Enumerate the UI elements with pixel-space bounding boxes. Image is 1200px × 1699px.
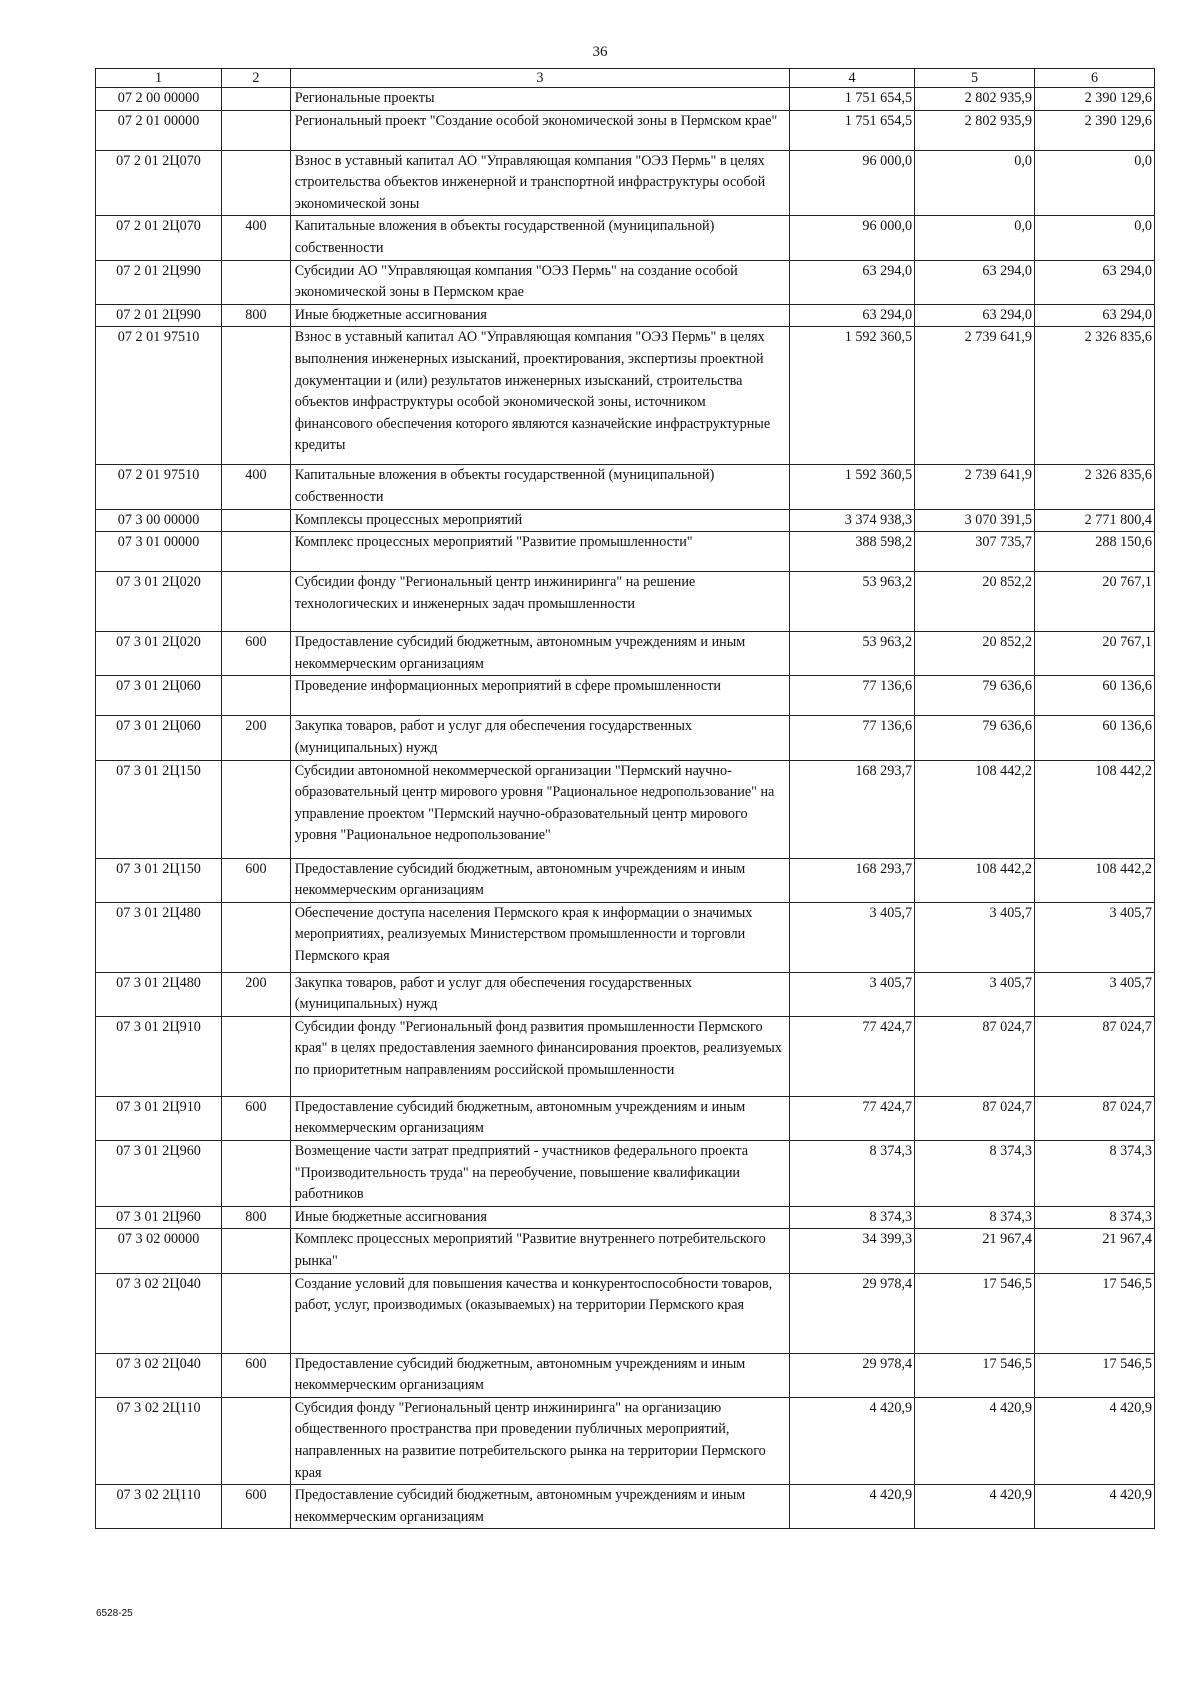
table-row [96,858,1155,902]
row-code: 07 2 01 00000 [96,110,222,150]
row-value-col5: 20 852,2 [915,632,1035,676]
row-type [222,1273,291,1353]
row-type [222,760,291,858]
row-value-col5: 2 739 641,9 [915,465,1035,509]
row-value-col6: 3 405,7 [1035,972,1155,1016]
table-row [96,260,1155,304]
row-code: 07 2 01 2Ц990 [96,260,222,304]
row-name: Взнос в уставный капитал АО "Управляющая компания "ОЭЗ Пермь" в целях выполнения инженерных изысканий, проектирования, экспертизы проектной документации и (или) результатов инженерных изысканий, строительства объектов инфраструктуры особой экономической зоны, источником финансового обеспечения которого являются казначейские инфраструктурные кредиты [290,327,789,465]
row-value-col6: 60 136,6 [1035,676,1155,716]
row-type [222,110,291,150]
row-value-col6: 4 420,9 [1035,1397,1155,1484]
table-row [96,1096,1155,1140]
row-value-col4: 168 293,7 [790,858,915,902]
row-value-col5: 4 420,9 [915,1397,1035,1484]
row-name: Субсидии фонду "Региональный центр инжиниринга" на решение технологических и инженерных задач промышленности [290,572,789,632]
table-row [96,572,1155,632]
row-value-col4: 4 420,9 [790,1485,915,1529]
row-code: 07 2 00 00000 [96,88,222,111]
row-value-col4: 3 374 938,3 [790,509,915,532]
table-row [96,632,1155,676]
table-body [96,88,1155,1529]
row-value-col6: 0,0 [1035,216,1155,260]
row-value-col5: 79 636,6 [915,716,1035,760]
row-code: 07 3 01 2Ц910 [96,1096,222,1140]
table-row [96,1485,1155,1529]
header-col-2: 2 [222,69,291,88]
table-row [96,327,1155,465]
row-value-col4: 63 294,0 [790,304,915,327]
table-row [96,1397,1155,1484]
row-value-col4: 29 978,4 [790,1353,915,1397]
row-name: Обеспечение доступа населения Пермского края к информации о значимых мероприятиях, реализуемых Министерством промышленности и торговли Пермского края [290,902,789,972]
row-name: Капитальные вложения в объекты государственной (муниципальной) собственности [290,216,789,260]
row-type [222,902,291,972]
row-value-col5: 17 546,5 [915,1353,1035,1397]
row-name: Субсидии автономной некоммерческой организации "Пермский научно-образовательный центр мирового уровня "Рациональное недропользование" на управление проектом "Пермский научно-образовательный центр мирового уровня "Рациональное недропользование" [290,760,789,858]
header-col-4: 4 [790,69,915,88]
page-number: 36 [592,44,608,60]
row-code: 07 2 01 97510 [96,465,222,509]
row-name: Комплекс процессных мероприятий "Развитие внутреннего потребительского рынка" [290,1229,789,1273]
row-value-col4: 4 420,9 [790,1397,915,1484]
row-code: 07 3 01 2Ц060 [96,716,222,760]
row-code: 07 2 01 2Ц990 [96,304,222,327]
row-value-col4: 1 751 654,5 [790,110,915,150]
row-type [222,88,291,111]
row-value-col4: 168 293,7 [790,760,915,858]
row-code: 07 3 02 2Ц110 [96,1397,222,1484]
row-value-col6: 8 374,3 [1035,1141,1155,1207]
row-name: Закупка товаров, работ и услуг для обеспечения государственных (муниципальных) нужд [290,972,789,1016]
row-value-col6: 2 390 129,6 [1035,88,1155,111]
row-value-col5: 307 735,7 [915,532,1035,572]
budget-table-container [95,68,1155,1529]
row-value-col4: 77 136,6 [790,716,915,760]
table-row [96,902,1155,972]
row-code: 07 3 02 2Ц110 [96,1485,222,1529]
row-value-col6: 20 767,1 [1035,632,1155,676]
row-value-col5: 87 024,7 [915,1016,1035,1096]
row-value-col5: 63 294,0 [915,304,1035,327]
footer-document-code: 6528-25 [96,1608,133,1619]
row-value-col5: 0,0 [915,150,1035,216]
row-code: 07 3 01 2Ц150 [96,760,222,858]
row-value-col5: 2 739 641,9 [915,327,1035,465]
row-value-col5: 108 442,2 [915,858,1035,902]
header-col-6: 6 [1035,69,1155,88]
row-code: 07 3 01 2Ц020 [96,632,222,676]
row-name: Закупка товаров, работ и услуг для обеспечения государственных (муниципальных) нужд [290,716,789,760]
row-type [222,1397,291,1484]
row-type [222,572,291,632]
table-row [96,532,1155,572]
row-name: Субсидии АО "Управляющая компания "ОЭЗ Пермь" на создание особой экономической зоны в Пермском крае [290,260,789,304]
row-type [222,260,291,304]
row-code: 07 3 01 2Ц480 [96,902,222,972]
row-type [222,532,291,572]
row-value-col4: 77 424,7 [790,1096,915,1140]
row-name: Проведение информационных мероприятий в сфере промышленности [290,676,789,716]
row-value-col4: 96 000,0 [790,216,915,260]
table-row [96,1273,1155,1353]
row-code: 07 2 01 97510 [96,327,222,465]
row-name: Предоставление субсидий бюджетным, автономным учреждениям и иным некоммерческим организациям [290,1353,789,1397]
table-row [96,216,1155,260]
budget-table [95,68,1155,1529]
row-name: Предоставление субсидий бюджетным, автономным учреждениям и иным некоммерческим организациям [290,1096,789,1140]
table-row [96,1016,1155,1096]
row-name: Возмещение части затрат предприятий - участников федерального проекта "Производительность труда" на переобучение, повышение квалификации работников [290,1141,789,1207]
header-row [96,69,1155,88]
row-value-col5: 3 070 391,5 [915,509,1035,532]
table-row [96,465,1155,509]
row-value-col4: 8 374,3 [790,1206,915,1229]
row-value-col4: 34 399,3 [790,1229,915,1273]
row-name: Иные бюджетные ассигнования [290,1206,789,1229]
table-row [96,150,1155,216]
table-row [96,304,1155,327]
row-value-col5: 87 024,7 [915,1096,1035,1140]
row-value-col5: 2 802 935,9 [915,110,1035,150]
table-row [96,110,1155,150]
row-type: 600 [222,858,291,902]
row-value-col6: 108 442,2 [1035,858,1155,902]
row-code: 07 3 01 00000 [96,532,222,572]
row-code: 07 3 01 2Ц060 [96,676,222,716]
row-type: 200 [222,716,291,760]
row-value-col5: 2 802 935,9 [915,88,1035,111]
row-value-col5: 108 442,2 [915,760,1035,858]
table-row [96,88,1155,111]
row-value-col6: 17 546,5 [1035,1353,1155,1397]
row-value-col4: 1 751 654,5 [790,88,915,111]
row-value-col6: 2 390 129,6 [1035,110,1155,150]
row-name: Создание условий для повышения качества и конкурентоспособности товаров, работ, услуг, производимых (оказываемых) на территории Пермского края [290,1273,789,1353]
row-value-col6: 108 442,2 [1035,760,1155,858]
row-type [222,150,291,216]
row-code: 07 3 01 2Ц960 [96,1206,222,1229]
row-value-col5: 3 405,7 [915,902,1035,972]
row-value-col4: 53 963,2 [790,632,915,676]
row-name: Комплекс процессных мероприятий "Развитие промышленности" [290,532,789,572]
row-name: Субсидии фонду "Региональный фонд развития промышленности Пермского края" в целях предоставления заемного финансирования проектов, реализуемых по приоритетным направлениям российской промышленности [290,1016,789,1096]
row-code: 07 3 02 2Ц040 [96,1353,222,1397]
row-value-col4: 77 424,7 [790,1016,915,1096]
row-type [222,509,291,532]
row-code: 07 2 01 2Ц070 [96,216,222,260]
table-row [96,716,1155,760]
row-value-col4: 53 963,2 [790,572,915,632]
row-type: 800 [222,304,291,327]
row-type: 600 [222,1096,291,1140]
row-name: Региональные проекты [290,88,789,111]
row-value-col5: 17 546,5 [915,1273,1035,1353]
row-value-col6: 8 374,3 [1035,1206,1155,1229]
table-row [96,1206,1155,1229]
row-value-col5: 79 636,6 [915,676,1035,716]
header-col-5: 5 [915,69,1035,88]
row-value-col4: 8 374,3 [790,1141,915,1207]
row-code: 07 2 01 2Ц070 [96,150,222,216]
row-value-col5: 8 374,3 [915,1206,1035,1229]
row-type: 400 [222,465,291,509]
row-value-col6: 63 294,0 [1035,260,1155,304]
row-type: 800 [222,1206,291,1229]
table-row [96,1229,1155,1273]
row-value-col6: 17 546,5 [1035,1273,1155,1353]
header-col-3: 3 [290,69,789,88]
row-value-col5: 21 967,4 [915,1229,1035,1273]
table-row [96,760,1155,858]
row-code: 07 3 01 2Ц150 [96,858,222,902]
row-value-col4: 77 136,6 [790,676,915,716]
row-code: 07 3 02 00000 [96,1229,222,1273]
row-value-col5: 20 852,2 [915,572,1035,632]
row-type: 600 [222,1353,291,1397]
header-col-1: 1 [96,69,222,88]
row-value-col4: 3 405,7 [790,902,915,972]
row-value-col4: 1 592 360,5 [790,327,915,465]
row-type [222,1141,291,1207]
row-value-col5: 4 420,9 [915,1485,1035,1529]
row-name: Субсидия фонду "Региональный центр инжиниринга" на организацию общественного пространства при проведении публичных мероприятий, направленных на развитие потребительского рынка на территории Пермского края [290,1397,789,1484]
row-value-col6: 20 767,1 [1035,572,1155,632]
row-value-col6: 288 150,6 [1035,532,1155,572]
row-name: Предоставление субсидий бюджетным, автономным учреждениям и иным некоммерческим организациям [290,858,789,902]
row-value-col5: 0,0 [915,216,1035,260]
row-code: 07 3 01 2Ц910 [96,1016,222,1096]
row-value-col6: 3 405,7 [1035,902,1155,972]
row-type: 600 [222,632,291,676]
row-name: Предоставление субсидий бюджетным, автономным учреждениям и иным некоммерческим организациям [290,1485,789,1529]
row-name: Предоставление субсидий бюджетным, автономным учреждениям и иным некоммерческим организациям [290,632,789,676]
row-value-col6: 0,0 [1035,150,1155,216]
row-value-col4: 63 294,0 [790,260,915,304]
row-type [222,676,291,716]
row-value-col4: 3 405,7 [790,972,915,1016]
row-value-col5: 3 405,7 [915,972,1035,1016]
row-type: 600 [222,1485,291,1529]
row-type [222,327,291,465]
table-row [96,1141,1155,1207]
table-row [96,972,1155,1016]
row-value-col4: 29 978,4 [790,1273,915,1353]
row-value-col5: 63 294,0 [915,260,1035,304]
table-row [96,1353,1155,1397]
row-name: Взнос в уставный капитал АО "Управляющая компания "ОЭЗ Пермь" в целях строительства объектов инженерной и транспортной инфраструктуры особой экономической зоны [290,150,789,216]
row-code: 07 3 01 2Ц960 [96,1141,222,1207]
row-name: Иные бюджетные ассигнования [290,304,789,327]
row-value-col5: 8 374,3 [915,1141,1035,1207]
row-value-col6: 87 024,7 [1035,1096,1155,1140]
row-value-col6: 21 967,4 [1035,1229,1155,1273]
row-code: 07 3 00 00000 [96,509,222,532]
row-value-col6: 4 420,9 [1035,1485,1155,1529]
row-type: 200 [222,972,291,1016]
row-value-col6: 60 136,6 [1035,716,1155,760]
row-value-col4: 96 000,0 [790,150,915,216]
row-name: Комплексы процессных мероприятий [290,509,789,532]
row-value-col4: 388 598,2 [790,532,915,572]
row-name: Региональный проект "Создание особой экономической зоны в Пермском крае" [290,110,789,150]
row-type: 400 [222,216,291,260]
row-code: 07 3 02 2Ц040 [96,1273,222,1353]
row-value-col6: 2 326 835,6 [1035,465,1155,509]
row-name: Капитальные вложения в объекты государственной (муниципальной) собственности [290,465,789,509]
row-value-col6: 2 771 800,4 [1035,509,1155,532]
row-code: 07 3 01 2Ц020 [96,572,222,632]
row-type [222,1016,291,1096]
row-value-col4: 1 592 360,5 [790,465,915,509]
row-type [222,1229,291,1273]
row-value-col6: 87 024,7 [1035,1016,1155,1096]
table-row [96,676,1155,716]
row-value-col6: 2 326 835,6 [1035,327,1155,465]
row-value-col6: 63 294,0 [1035,304,1155,327]
row-code: 07 3 01 2Ц480 [96,972,222,1016]
table-row [96,509,1155,532]
